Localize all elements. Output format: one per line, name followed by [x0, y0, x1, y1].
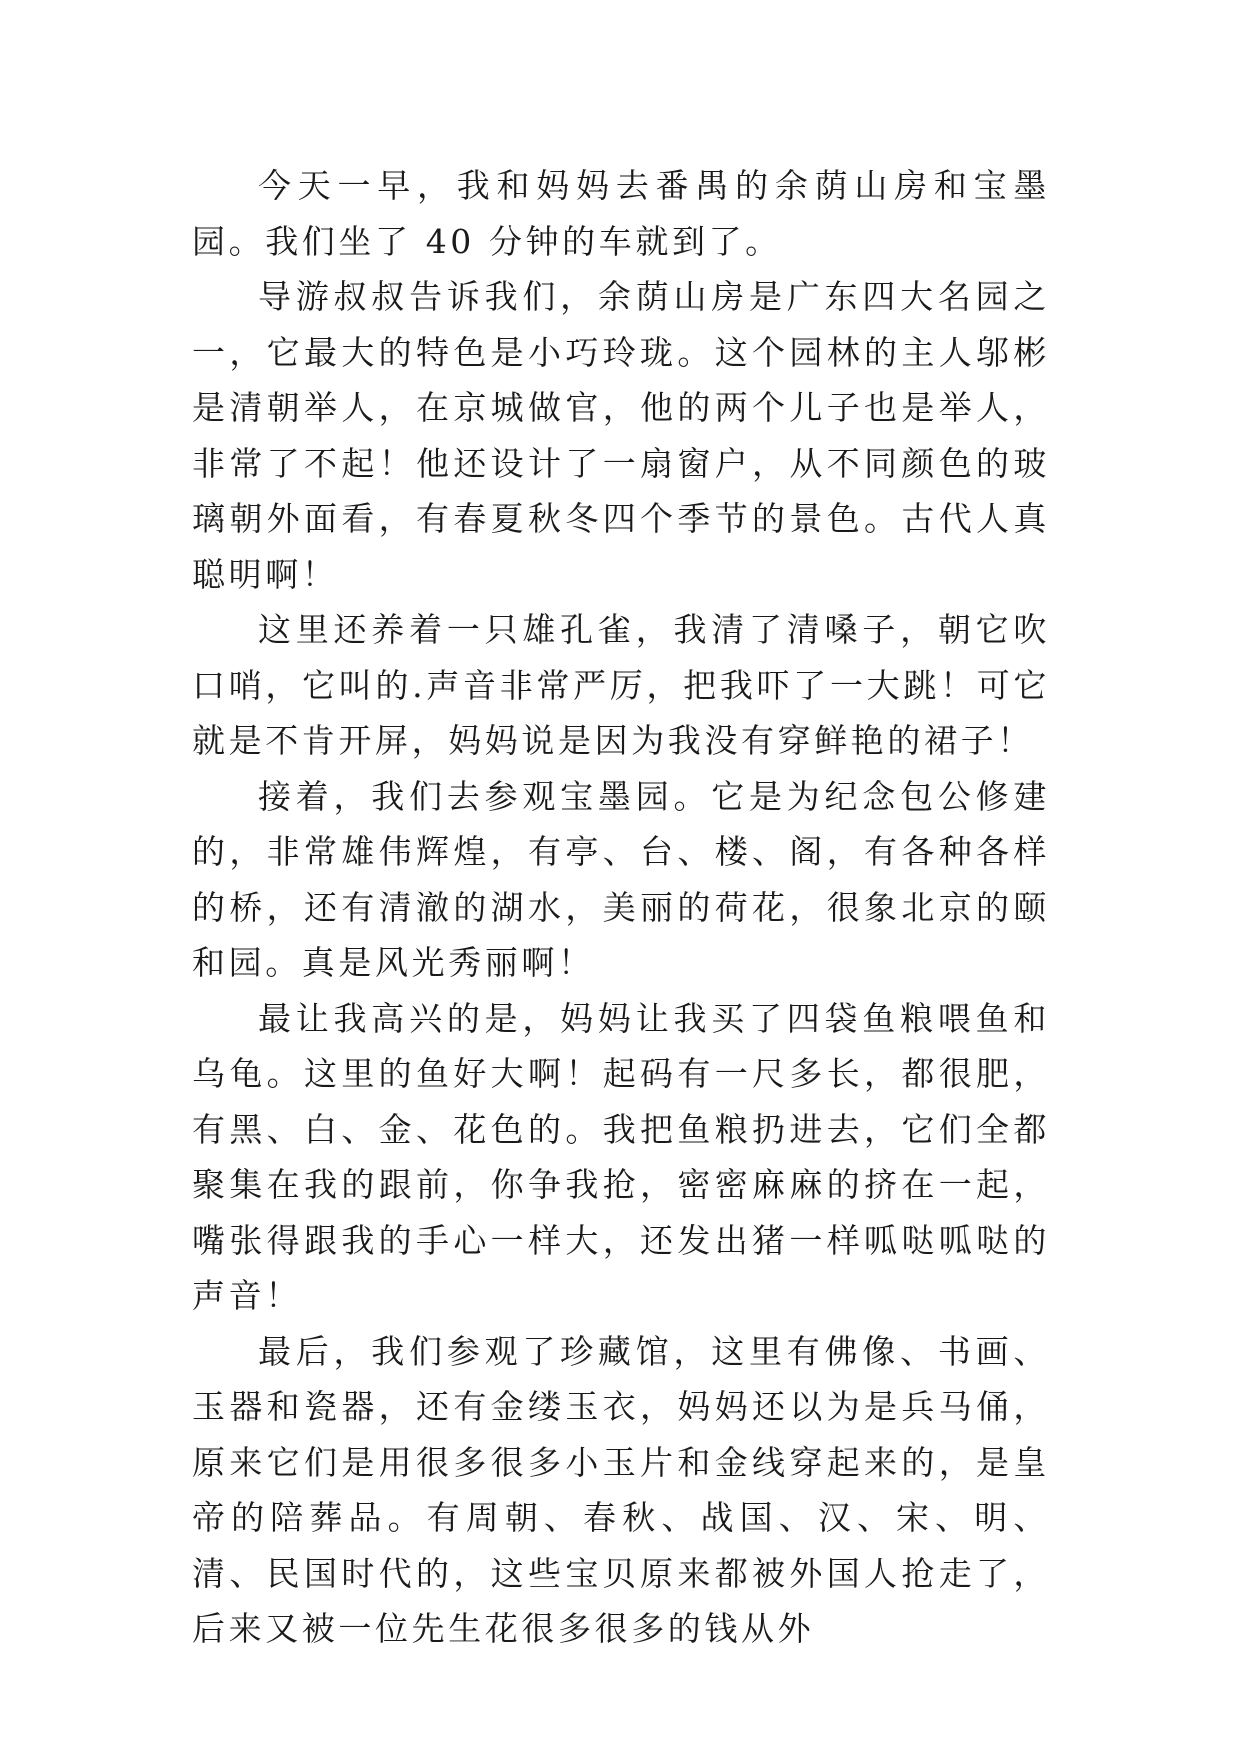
paragraph-5: 最让我高兴的是，妈妈让我买了四袋鱼粮喂鱼和乌龟。这里的鱼好大啊！起码有一尺多长，都很肥，有黑、白、金、花色的。我把鱼粮扔进去，它们全都聚集在我的跟前，你争我抢，密密麻麻的挤在一起，嘴张得跟我的手心一样大，还发出猪一样呱哒呱哒的声音！	[192, 998, 1050, 1315]
paragraph-2: 导游叔叔告诉我们，余荫山房是广东四大名园之一，它最大的特色是小巧玲珑。这个园林的主人邬彬是清朝举人，在京城做官，他的两个儿子也是举人，非常了不起！他还设计了一扇窗户，从不同颜色的玻璃朝外面看，有春夏秋冬四个季节的景色。古代人真聪明啊！	[192, 277, 1050, 594]
paragraph-4: 接着，我们去参观宝墨园。它是为纪念包公修建的，非常雄伟辉煌，有亭、台、楼、阁，有各种各样的桥，还有清澈的湖水，美丽的荷花，很象北京的颐和园。真是风光秀丽啊！	[192, 776, 1050, 982]
paragraph-1: 今天一早，我和妈妈去番禺的余荫山房和宝墨园。我们坐了 40 分钟的车就到了。	[192, 166, 1050, 261]
paragraph-3: 这里还养着一只雄孔雀，我清了清嗓子，朝它吹口哨，它叫的.声音非常严厉，把我吓了一大跳！可它就是不肯开屏，妈妈说是因为我没有穿鲜艳的裙子！	[192, 610, 1050, 760]
document-body	[192, 158, 1050, 1657]
paragraph-6: 最后，我们参观了珍藏馆，这里有佛像、书画、玉器和瓷器，还有金缕玉衣，妈妈还以为是兵马俑，原来它们是用很多很多小玉片和金线穿起来的，是皇帝的陪葬品。有周朝、春秋、战国、汉、宋、明、清、民国时代的，这些宝贝原来都被外国人抢走了，后来又被一位先生花很多很多的钱从外	[192, 1331, 1050, 1648]
